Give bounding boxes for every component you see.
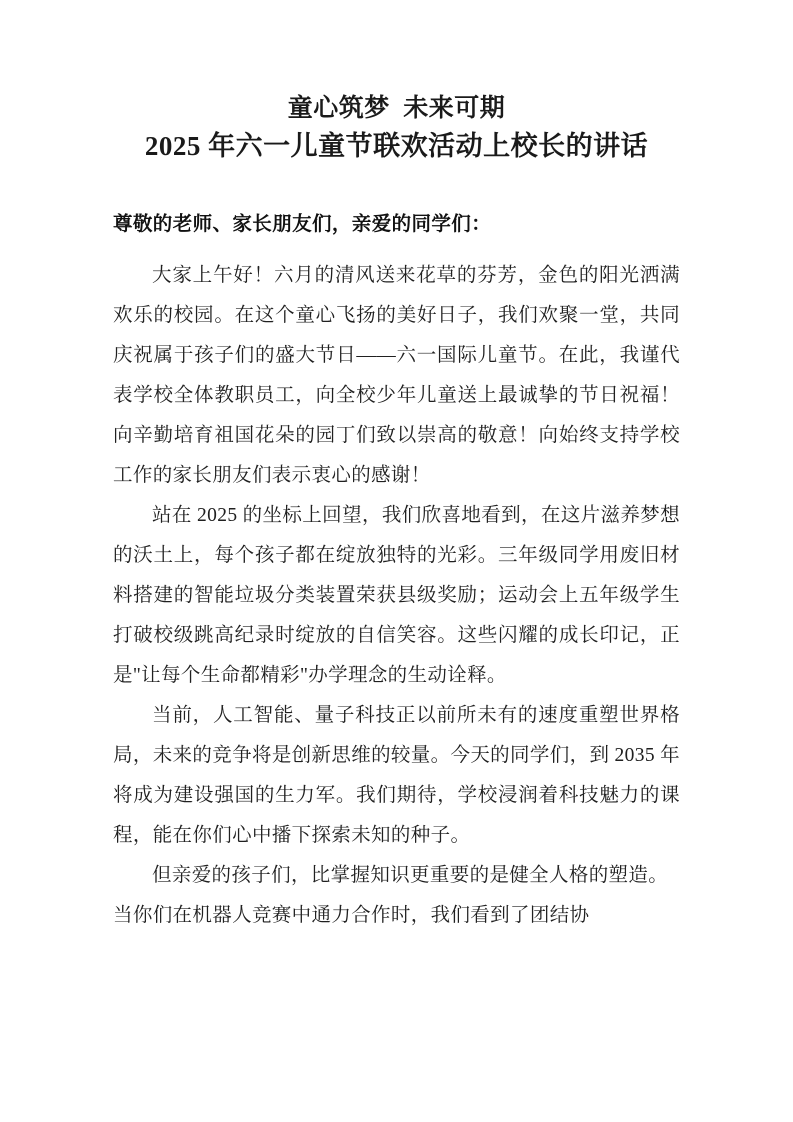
paragraph: 但亲爱的孩子们，比掌握知识更重要的是健全人格的塑造。当你们在机器人竞赛中通力合作时，我们看到了团结协 bbox=[113, 865, 669, 926]
paragraph: 站在 2025 的坐标上回望，我们欣喜地看到，在这片滋养梦想的沃土上，每个孩子都在绽放独特的光彩。三年级同学用废旧材料搭建的智能垃圾分类装置荣获县级奖励；运动会上五年级学生打破校级跳高纪录时绽放的自信笑容。这些闪耀的成长印记，正是"让每个生命都精彩"办学理念的生动诠释。 bbox=[113, 505, 680, 686]
body-text bbox=[113, 239, 680, 936]
paragraph: 当前，人工智能、量子科技正以前所未有的速度重塑世界格局，未来的竞争将是创新思维的较量。今天的同学们，到 2035 年将成为建设强国的生力军。我们期待，学校浸润着科技魅力的课程，能在你们心中播下探索未知的种子。 bbox=[113, 705, 680, 846]
title-line-primary: 童心筑梦 未来可期 bbox=[287, 95, 506, 122]
page-title bbox=[113, 0, 680, 166]
document-content bbox=[113, 0, 680, 936]
paragraph: 大家上午好！六月的清风送来花草的芬芳，金色的阳光洒满欢乐的校园。在这个童心飞扬的美好日子，我们欢聚一堂，共同庆祝属于孩子们的盛大节日——六一国际儿童节。在此，我谨代表学校全体教职员工，向全校少年儿童送上最诚挚的节日祝福！向辛勤培育祖国花朵的园丁们致以崇高的敬意！向始终支持学校工作的家长朋友们表示衷心的感谢！ bbox=[113, 265, 680, 486]
title-line-secondary: 2025 年六一儿童节联欢活动上校长的讲话 bbox=[144, 131, 649, 161]
salutation: 尊敬的老师、家长朋友们，亲爱的同学们： bbox=[113, 213, 492, 235]
